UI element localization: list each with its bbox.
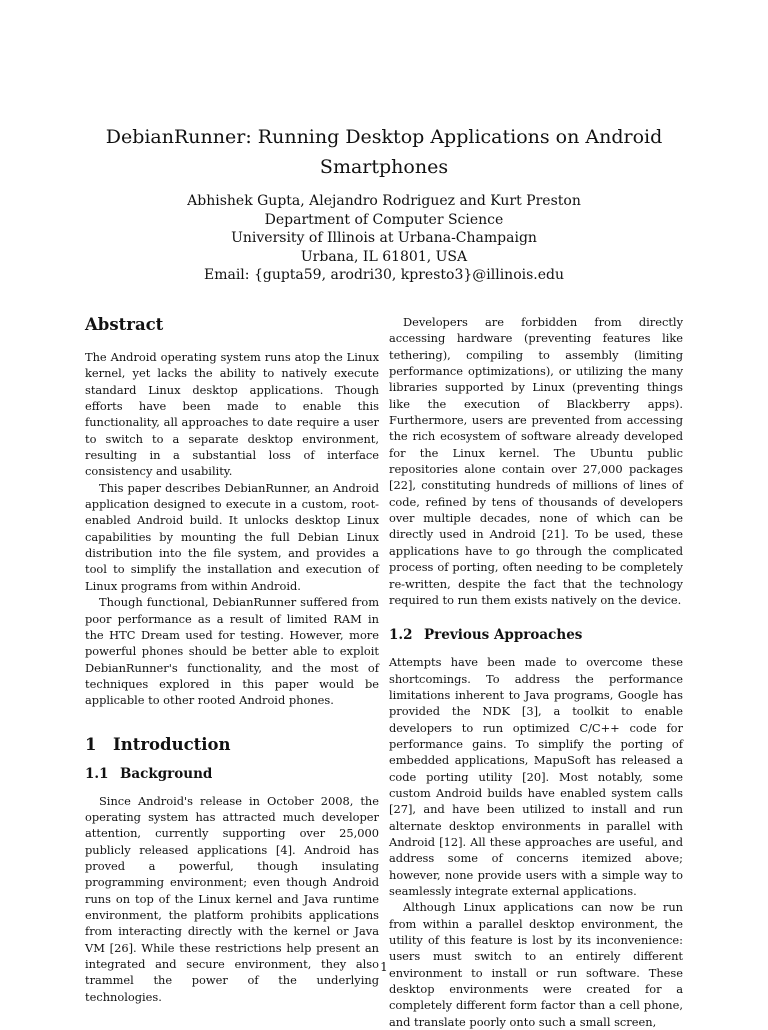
subsection-heading-previous-approaches	[389, 625, 683, 645]
subsection-title: Background	[120, 765, 213, 782]
previous-approaches-paragraph-1: Attempts have been made to overcome these shortcomings. To address the performance limitations inherent to Java programs, Google has provided the NDK [3], a toolkit to enable developers to run optimized C/C++ code for performance gains. To simplify the porting of embedded applications, MapuSoft has released a code porting utility [20]. Most notably, some custom Android builds have enabled system calls [27], and have been utilized to install and run alternate desktop environments in parallel with Android [12]. All these approaches are useful, and address some of concerns itemized above; however, none provide users with a simple way to seamlessly integrate external applications.	[389, 655, 683, 898]
page-number: 1	[380, 960, 388, 974]
right-column	[389, 314, 683, 1030]
subsection-title: Previous Approaches	[424, 627, 583, 644]
title-line-2: Smartphones	[319, 156, 449, 178]
subsection-number: 1.2	[389, 627, 413, 644]
abstract-paragraph-3: Though functional, DebianRunner suffered from poor performance as a result of limited RAM in the HTC Dream used for testing. However, more powerful phones should be better able to exploit DebianRunner's functionality, and the most of techniques explored in this paper would be applicable to other rooted Android phones.	[85, 595, 379, 708]
abstract-heading: Abstract	[85, 315, 164, 334]
title-line-1: DebianRunner: Running Desktop Applications on Android	[105, 126, 663, 148]
author-names: Abhishek Gupta, Alejandro Rodriguez and Kurt Preston	[187, 193, 581, 209]
abstract-paragraph-1: The Android operating system runs atop the Linux kernel, yet lacks the ability to natively execute standard Linux desktop applications. Though efforts have been made to enable this functionality, all approaches to date require a user to switch to a separate desktop environment, resulting in a substantial loss of interface consistency and usability.	[85, 350, 379, 479]
author-block	[80, 192, 688, 285]
left-column	[85, 314, 379, 1005]
university: University of Illinois at Urbana-Champaign	[231, 230, 537, 246]
background-paragraph-2: Developers are forbidden from directly accessing hardware (preventing features like tethering), compiling to assembly (limiting performance optimizations), or utilizing the many libraries supported by Linux (preventing things like the execution of Blackberry apps). Furthermore, users are prevented from accessing the rich ecosystem of software already developed for the Linux kernel. The Ubuntu public repositories alone contain over 27,000 packages [22], constituting hundreds of millions of lines of code, refined by tens of thousands of developers over multiple decades, none of which can be directly used in Android [21]. To be used, these applications have to go through the complicated process of porting, often needing to be completely re-written, despite the fact that the technology required to run them exists natively on the device.	[389, 315, 683, 607]
abstract-paragraph-2: This paper describes DebianRunner, an Android application designed to execute in a custom, root-enabled Android build. It unlocks desktop Linux capabilities by mounting the full Debian Linux distribution into the file system, and provides a tool to simplify the installation and execution of Linux programs from within Android.	[85, 480, 379, 593]
previous-approaches-paragraph-2: Although Linux applications can now be run from within a parallel desktop environment, the utility of this feature is lost by its inconvenience: users must switch to an entirely different environment to install or run software. These desktop environments were created for a completely different form factor than a cell phone, and translate poorly onto such a small screen,	[389, 900, 683, 1029]
section-number: 1	[85, 734, 97, 754]
address: Urbana, IL 61801, USA	[300, 248, 468, 265]
section-title: Introduction	[113, 734, 231, 754]
background-paragraph-1: Since Android's release in October 2008, the operating system has attracted much developer attention, currently supporting over 25,000 publicly released applications [4]. Android has proved a powerful, though insulating programming environment; even though Android runs on top of the Linux kernel and Java runtime environment, the platform prohibits applications from interacting directly with the kernel or Java VM [26]. While these restrictions help present an integrated and secure environment, they also trammel the power of the underlying technologies.	[85, 793, 379, 1004]
subsection-number: 1.1	[85, 765, 109, 782]
department: Department of Computer Science	[264, 211, 504, 228]
paper-title	[80, 122, 688, 182]
subsection-heading-background	[85, 764, 379, 784]
email: Email: {gupta59, arodri30, kpresto3}@illinois.edu	[203, 267, 565, 283]
section-heading-introduction	[85, 734, 379, 756]
